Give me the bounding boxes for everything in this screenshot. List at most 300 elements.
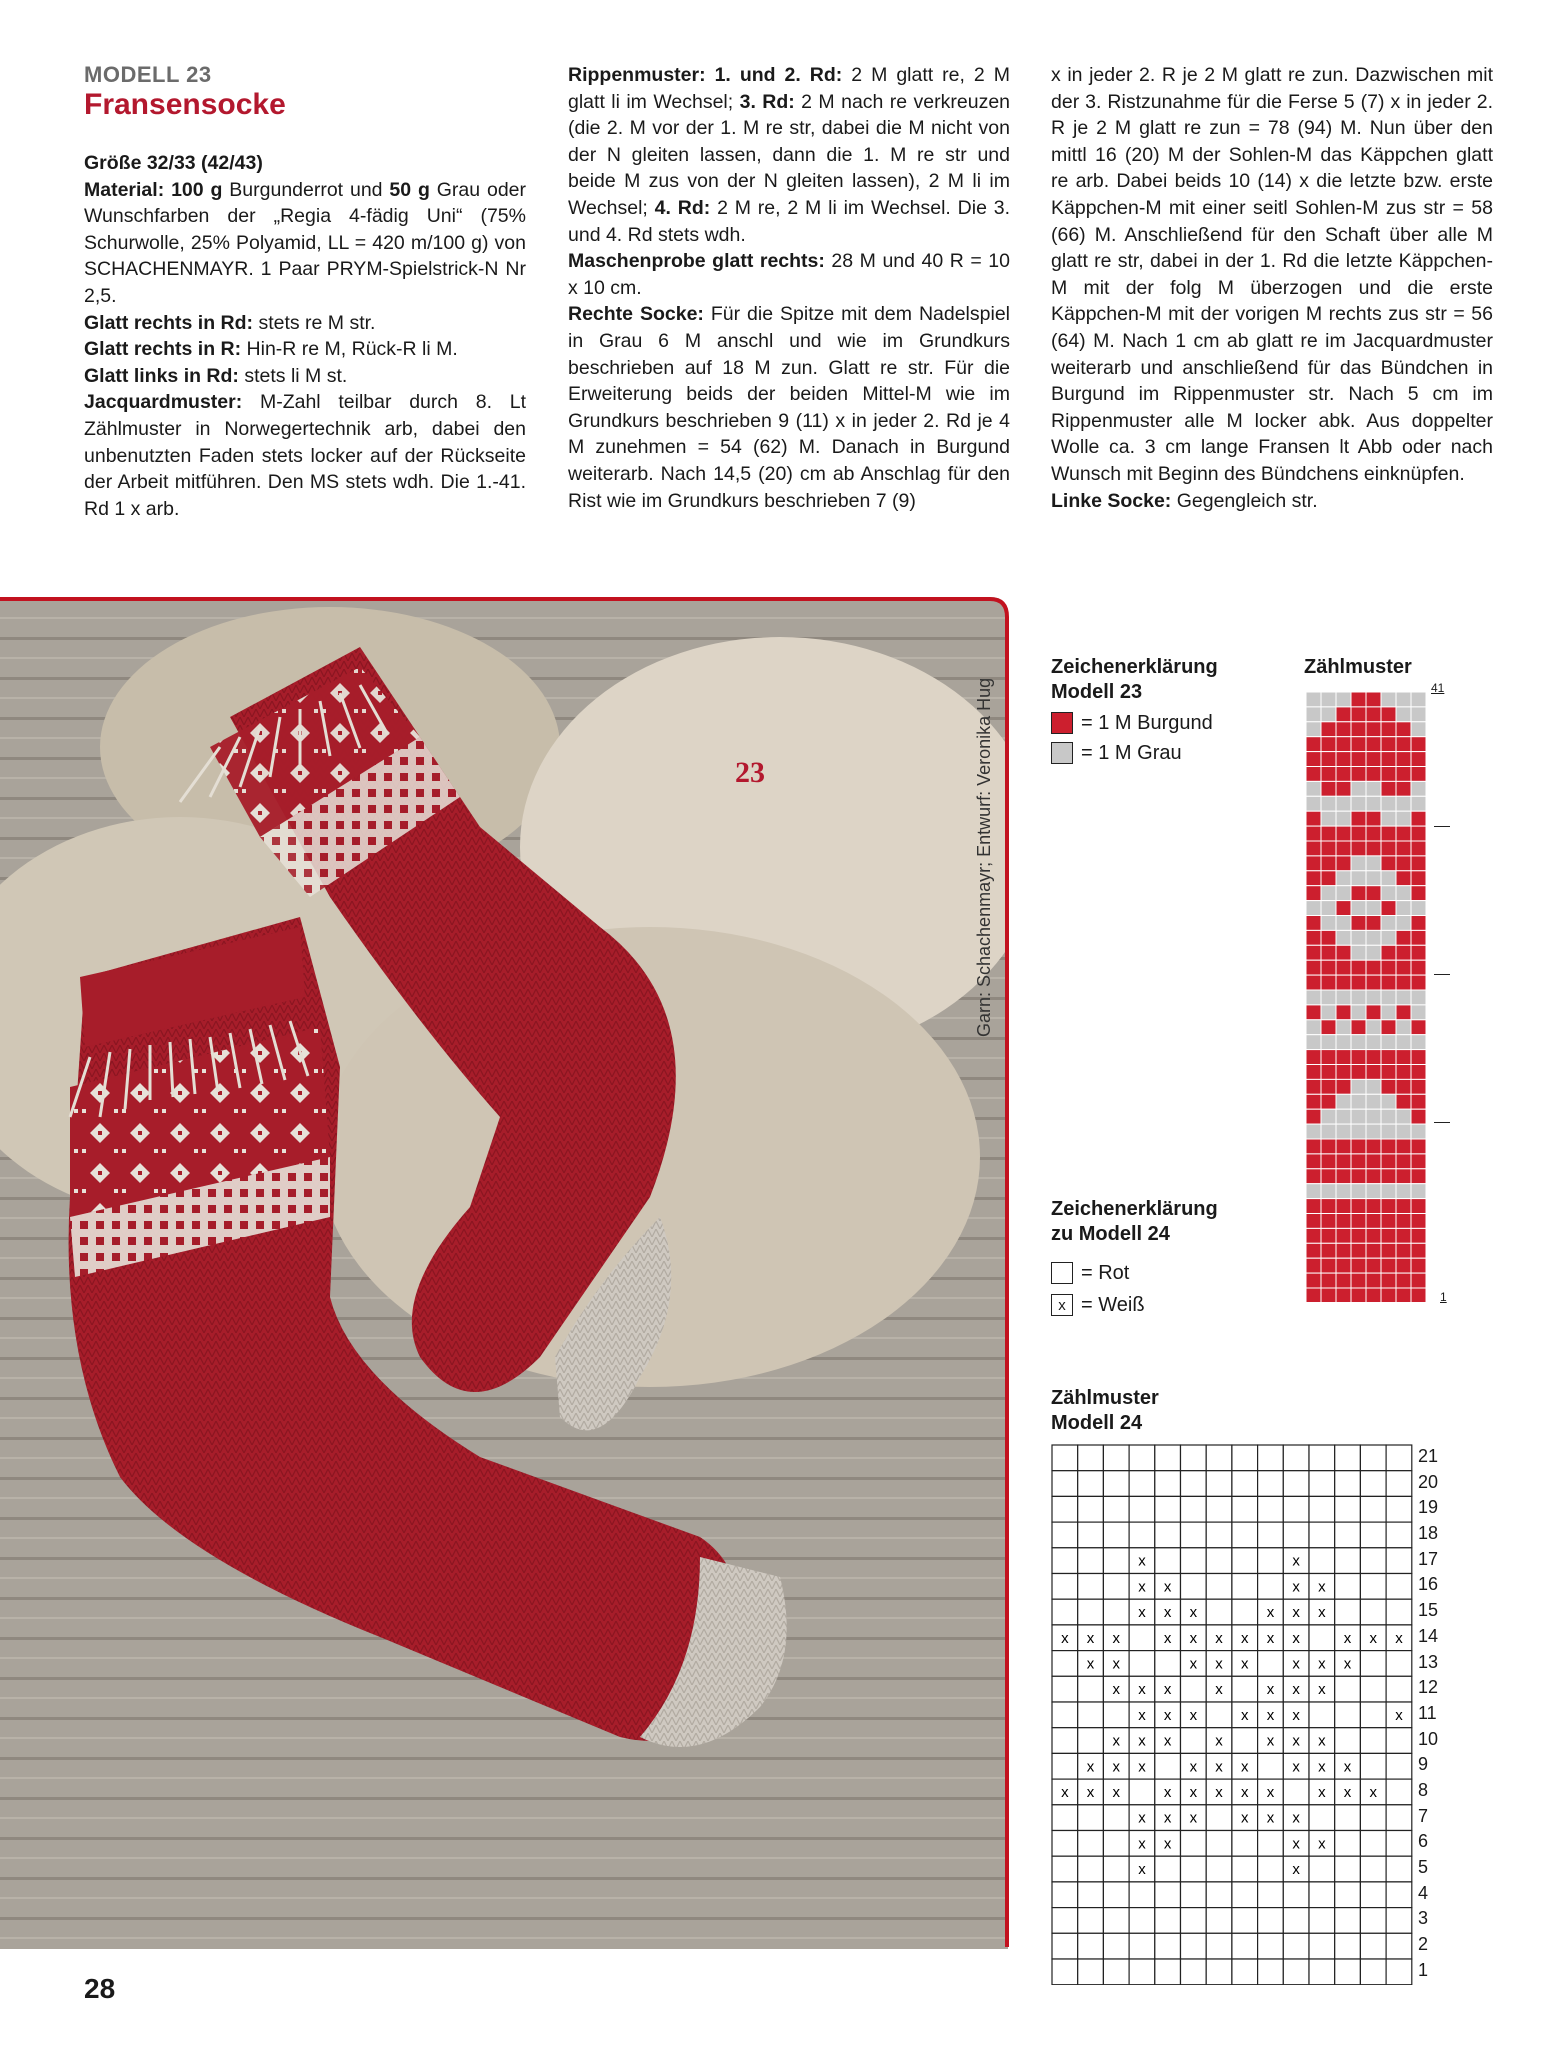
chart24-row-number: 1 bbox=[1418, 1959, 1429, 1980]
chart24-x-mark: x bbox=[1292, 1758, 1300, 1776]
chart24-x-mark: x bbox=[1138, 1809, 1146, 1827]
chart23-cell bbox=[1396, 856, 1411, 871]
chart24-row-number: 20 bbox=[1418, 1471, 1439, 1492]
chart23-cell bbox=[1321, 1065, 1336, 1080]
chart24-cell bbox=[1386, 1599, 1412, 1625]
chart23-cell bbox=[1351, 975, 1366, 990]
chart23-cell bbox=[1366, 1065, 1381, 1080]
model-label: MODELL 23 bbox=[84, 62, 212, 87]
chart24-cell bbox=[1360, 1805, 1386, 1831]
chart23-cell bbox=[1366, 856, 1381, 871]
maschenprobe-paragraph: Maschenprobe glatt rechts: 28 M und 40 R = 10 x 10 cm. bbox=[568, 250, 1010, 299]
material-paragraph: Material: 100 g Burgunderrot und 50 g Grau oder Wunschfarben der „Regia 4-fädig Uni“ (75% Schurwolle, 25% Polyamid, LL = 420 m/100 g) von SCHACHENMAYR. 1 Paar PRYM-Spielstrick-N Nr 2,5. bbox=[84, 178, 527, 307]
chart23-cell bbox=[1306, 990, 1321, 1005]
chart24-row-number: 10 bbox=[1418, 1728, 1439, 1749]
chart24-cell bbox=[1309, 1625, 1335, 1651]
chart23-cell bbox=[1351, 990, 1366, 1005]
chart23-tick bbox=[1434, 974, 1450, 975]
chart23-cell bbox=[1411, 1288, 1426, 1302]
chart24-cell bbox=[1309, 1548, 1335, 1574]
chart23-cell bbox=[1321, 692, 1336, 707]
chart23-cell bbox=[1306, 1214, 1321, 1229]
chart23-cell bbox=[1411, 886, 1426, 901]
chart24-cell bbox=[1155, 1856, 1181, 1882]
chart23-cell bbox=[1411, 752, 1426, 767]
chart23-cell bbox=[1396, 1243, 1411, 1258]
chart23-cell bbox=[1321, 960, 1336, 975]
chart23-cell bbox=[1321, 1228, 1336, 1243]
chart24-cell bbox=[1309, 1882, 1335, 1908]
chart24-cell bbox=[1360, 1676, 1386, 1702]
chart24-cell bbox=[1181, 1882, 1207, 1908]
chart23-cell bbox=[1366, 871, 1381, 886]
chart24-cell bbox=[1258, 1548, 1284, 1574]
chart23-cell bbox=[1381, 1035, 1396, 1050]
chart24-cell bbox=[1360, 1882, 1386, 1908]
chart24-cell bbox=[1129, 1933, 1155, 1959]
chart23-cell bbox=[1306, 811, 1321, 826]
chart23-cell bbox=[1336, 1184, 1351, 1199]
chart23-cell bbox=[1336, 1139, 1351, 1154]
chart24-cell bbox=[1258, 1651, 1284, 1677]
chart24-x-mark: x bbox=[1138, 1706, 1146, 1724]
chart24-x-mark: x bbox=[1112, 1629, 1120, 1647]
chart23-cell bbox=[1381, 707, 1396, 722]
chart24-cell bbox=[1129, 1882, 1155, 1908]
chart23-cell bbox=[1396, 1065, 1411, 1080]
rot-swatch bbox=[1051, 1262, 1073, 1284]
chart24-cell bbox=[1335, 1702, 1361, 1728]
chart23-cell bbox=[1321, 1050, 1336, 1065]
chart23-cell bbox=[1336, 707, 1351, 722]
chart23-cell bbox=[1366, 752, 1381, 767]
chart24-cell bbox=[1335, 1831, 1361, 1857]
chart24-cell bbox=[1052, 1548, 1078, 1574]
chart24-cell bbox=[1360, 1548, 1386, 1574]
chart24-cell bbox=[1335, 1471, 1361, 1497]
legend24-title: Zeichenerklärung zu Modell 24 bbox=[1051, 1198, 1218, 1245]
chart24-cell bbox=[1206, 1856, 1232, 1882]
chart24-x-mark: x bbox=[1318, 1835, 1326, 1853]
chart24-cell bbox=[1078, 1471, 1104, 1497]
chart24-cell bbox=[1052, 1471, 1078, 1497]
text-column-1 bbox=[84, 62, 526, 522]
chart23-cell bbox=[1366, 1109, 1381, 1124]
chart24-cell bbox=[1103, 1548, 1129, 1574]
chart23-cell bbox=[1396, 692, 1411, 707]
chart23-cell bbox=[1321, 1243, 1336, 1258]
chart24-cell bbox=[1206, 1959, 1232, 1985]
chart24-x-mark: x bbox=[1189, 1783, 1198, 1801]
chart23-cell bbox=[1381, 1020, 1396, 1035]
chart23-cell bbox=[1366, 960, 1381, 975]
chart23-cell bbox=[1351, 1228, 1366, 1243]
chart24-x-mark: x bbox=[1292, 1681, 1300, 1699]
chart24-cell bbox=[1078, 1445, 1104, 1471]
chart24-cell bbox=[1258, 1753, 1284, 1779]
chart24-x-mark: x bbox=[1266, 1732, 1275, 1750]
chart24-cell bbox=[1052, 1574, 1078, 1600]
rippen-paragraph: Rippenmuster: 1. und 2. Rd: 2 M glatt re, 2 M glatt li im Wechsel; 3. Rd: 2 M nach re verkreuzen (die 2. M vor der 1. M re str, dabei die M nicht von der N gleiten lassen, dann die 1. M re str und beide M zus von der N gleiten lassen), 2 M li im Wechsel; 4. Rd: 2 M re, 2 M li im Wechsel. Die 3. und 4. Rd stets wdh. bbox=[568, 64, 1011, 246]
chart23-cell bbox=[1366, 1214, 1381, 1229]
chart23-cell bbox=[1306, 871, 1321, 886]
chart24-x-mark: x bbox=[1189, 1655, 1198, 1673]
chart24-cell bbox=[1206, 1702, 1232, 1728]
chart23-cell bbox=[1396, 1154, 1411, 1169]
chart23-cell bbox=[1351, 826, 1366, 841]
chart24-x-mark: x bbox=[1343, 1758, 1352, 1776]
chart23-cell bbox=[1336, 871, 1351, 886]
chart23-cell bbox=[1396, 1169, 1411, 1184]
chart24-cell bbox=[1129, 1522, 1155, 1548]
chart23-cell bbox=[1396, 916, 1411, 931]
legend23-grau: = 1 M Grau bbox=[1051, 741, 1182, 765]
chart23-cell bbox=[1351, 1184, 1366, 1199]
chart23-cell bbox=[1306, 781, 1321, 796]
chart23-cell bbox=[1396, 1273, 1411, 1288]
chart24-cell bbox=[1386, 1676, 1412, 1702]
chart23-cell bbox=[1366, 930, 1381, 945]
chart24-x-mark: x bbox=[1163, 1706, 1172, 1724]
chart24-cell bbox=[1360, 1933, 1386, 1959]
chart23-cell bbox=[1351, 1139, 1366, 1154]
chart24-cell bbox=[1309, 1908, 1335, 1934]
chart24-cell bbox=[1181, 1445, 1207, 1471]
chart24-cell bbox=[1258, 1445, 1284, 1471]
chart24-cell bbox=[1258, 1933, 1284, 1959]
chart23-cell bbox=[1306, 1273, 1321, 1288]
chart24-cell bbox=[1386, 1548, 1412, 1574]
chart23-cell bbox=[1366, 1124, 1381, 1139]
chart24-cell bbox=[1232, 1496, 1258, 1522]
chart24-cell bbox=[1103, 1702, 1129, 1728]
chart24-cell bbox=[1129, 1651, 1155, 1677]
chart23-cell bbox=[1366, 781, 1381, 796]
chart24-cell bbox=[1232, 1908, 1258, 1934]
chart23-cell bbox=[1306, 945, 1321, 960]
chart23-cell bbox=[1396, 1005, 1411, 1020]
chart24-cell bbox=[1206, 1599, 1232, 1625]
chart23-cell bbox=[1351, 871, 1366, 886]
chart24-cell bbox=[1052, 1933, 1078, 1959]
chart23-cell bbox=[1321, 1258, 1336, 1273]
chart24-cell bbox=[1129, 1959, 1155, 1985]
chart24-x-mark: x bbox=[1215, 1681, 1223, 1699]
chart23-cell bbox=[1366, 975, 1381, 990]
chart23-cell bbox=[1306, 737, 1321, 752]
legend24-weiss: x = Weiß bbox=[1051, 1293, 1145, 1317]
chart24-cell bbox=[1335, 1805, 1361, 1831]
chart23-cell bbox=[1336, 767, 1351, 782]
chart24-x-mark: x bbox=[1241, 1809, 1249, 1827]
chart24-cell bbox=[1258, 1831, 1284, 1857]
chart23-cell bbox=[1336, 1109, 1351, 1124]
chart24-cell bbox=[1232, 1856, 1258, 1882]
chart23-cell bbox=[1411, 1094, 1426, 1109]
chart23-cell bbox=[1351, 796, 1366, 811]
chart24-cell bbox=[1181, 1728, 1207, 1754]
chart24-cell bbox=[1335, 1882, 1361, 1908]
chart23-cell bbox=[1306, 1243, 1321, 1258]
chart24-cell bbox=[1335, 1959, 1361, 1985]
chart23-cell bbox=[1351, 707, 1366, 722]
chart23-cell bbox=[1336, 722, 1351, 737]
chart23-cell bbox=[1351, 886, 1366, 901]
chart23-cell bbox=[1306, 1065, 1321, 1080]
chart24-x-mark: x bbox=[1138, 1835, 1146, 1853]
chart23-cell bbox=[1381, 692, 1396, 707]
chart24-cell bbox=[1386, 1959, 1412, 1985]
chart24-cell bbox=[1078, 1496, 1104, 1522]
chart23-cell bbox=[1321, 916, 1336, 931]
chart23-cell bbox=[1306, 901, 1321, 916]
chart23-cell bbox=[1306, 692, 1321, 707]
chart24-x-mark: x bbox=[1292, 1809, 1300, 1827]
chart23-cell bbox=[1366, 1050, 1381, 1065]
chart24-x-mark: x bbox=[1215, 1732, 1223, 1750]
chart23-cell bbox=[1411, 826, 1426, 841]
chart23-cell bbox=[1396, 707, 1411, 722]
chart23-cell bbox=[1411, 990, 1426, 1005]
chart23-cell bbox=[1396, 737, 1411, 752]
chart23-cell bbox=[1411, 1050, 1426, 1065]
chart23-cell bbox=[1351, 1199, 1366, 1214]
chart24-cell bbox=[1283, 1522, 1309, 1548]
chart23-cell bbox=[1411, 1065, 1426, 1080]
chart24-x-mark: x bbox=[1241, 1629, 1249, 1647]
chart24-cell bbox=[1052, 1522, 1078, 1548]
chart24-x-mark: x bbox=[1138, 1578, 1146, 1596]
chart23-cell bbox=[1411, 767, 1426, 782]
chart24-x-mark: x bbox=[1163, 1604, 1172, 1622]
chart23-cell bbox=[1351, 781, 1366, 796]
chart23-cell bbox=[1381, 945, 1396, 960]
chart23-cell bbox=[1306, 1169, 1321, 1184]
chart24-cell bbox=[1283, 1471, 1309, 1497]
chart23-cell bbox=[1336, 1154, 1351, 1169]
chart24-x-mark: x bbox=[1241, 1706, 1249, 1724]
chart23-cell bbox=[1321, 752, 1336, 767]
chart24-cell bbox=[1103, 1959, 1129, 1985]
chart23-cell bbox=[1336, 1079, 1351, 1094]
chart24-x-mark: x bbox=[1138, 1732, 1146, 1750]
chart23-grid bbox=[1304, 690, 1428, 1302]
chart23-cell bbox=[1306, 1124, 1321, 1139]
chart23-cell bbox=[1381, 811, 1396, 826]
chart24-x-mark: x bbox=[1395, 1706, 1403, 1724]
chart23-cell bbox=[1321, 767, 1336, 782]
chart23-cell bbox=[1351, 1154, 1366, 1169]
chart24-cell bbox=[1386, 1805, 1412, 1831]
chart23-cell bbox=[1336, 901, 1351, 916]
chart23-cell bbox=[1396, 901, 1411, 916]
chart23-bottom-row-label: 1 bbox=[1440, 1290, 1447, 1304]
chart23-cell bbox=[1306, 1288, 1321, 1302]
chart24-cell bbox=[1309, 1522, 1335, 1548]
chart24-cell bbox=[1103, 1574, 1129, 1600]
chart24-cell bbox=[1283, 1959, 1309, 1985]
chart23-cell bbox=[1321, 1035, 1336, 1050]
chart24-x-mark: x bbox=[1292, 1629, 1300, 1647]
chart23-cell bbox=[1381, 1050, 1396, 1065]
chart24-cell bbox=[1386, 1522, 1412, 1548]
chart24-cell bbox=[1258, 1908, 1284, 1934]
chart23-cell bbox=[1306, 1035, 1321, 1050]
chart24-cell bbox=[1360, 1908, 1386, 1934]
chart24-cell bbox=[1078, 1728, 1104, 1754]
chart23-cell bbox=[1336, 1065, 1351, 1080]
chart24-x-mark: x bbox=[1112, 1783, 1120, 1801]
chart24-x-mark: x bbox=[1215, 1783, 1223, 1801]
chart24-cell bbox=[1206, 1574, 1232, 1600]
chart23-cell bbox=[1336, 826, 1351, 841]
chart23-cell bbox=[1306, 930, 1321, 945]
chart23-cell bbox=[1411, 796, 1426, 811]
chart23-cell bbox=[1351, 737, 1366, 752]
chart24-x-mark: x bbox=[1086, 1629, 1095, 1647]
chart23-cell bbox=[1306, 1094, 1321, 1109]
chart23-cell bbox=[1396, 871, 1411, 886]
chart24-cell bbox=[1258, 1959, 1284, 1985]
chart24-cell bbox=[1258, 1574, 1284, 1600]
chart23-cell bbox=[1396, 811, 1411, 826]
chart24-grid bbox=[1051, 1444, 1413, 1985]
model-title: Fransensocke bbox=[84, 88, 286, 121]
chart23-cell bbox=[1411, 930, 1426, 945]
glatt-rechts-r-paragraph: Glatt rechts in R: Hin-R re M, Rück-R li M. bbox=[84, 338, 458, 361]
chart23-cell bbox=[1306, 707, 1321, 722]
chart24-cell bbox=[1360, 1831, 1386, 1857]
chart23-cell bbox=[1306, 752, 1321, 767]
chart24-row-number: 9 bbox=[1418, 1754, 1429, 1775]
chart24-x-mark: x bbox=[1292, 1604, 1300, 1622]
chart23-cell bbox=[1366, 1020, 1381, 1035]
chart23-cell bbox=[1336, 796, 1351, 811]
text-column-2 bbox=[568, 62, 1010, 514]
chart24-x-mark: x bbox=[1343, 1629, 1352, 1647]
chart24-cell bbox=[1232, 1548, 1258, 1574]
chart24-cell bbox=[1232, 1933, 1258, 1959]
chart23-cell bbox=[1351, 930, 1366, 945]
chart24-cell bbox=[1386, 1574, 1412, 1600]
chart24-x-mark: x bbox=[1395, 1629, 1403, 1647]
chart23-cell bbox=[1321, 737, 1336, 752]
chart24-cell bbox=[1155, 1753, 1181, 1779]
chart23-cell bbox=[1366, 886, 1381, 901]
chart23-cell bbox=[1351, 1124, 1366, 1139]
chart24-cell bbox=[1181, 1933, 1207, 1959]
chart24-cell bbox=[1309, 1805, 1335, 1831]
chart23-tick bbox=[1434, 1122, 1450, 1123]
chart24-cell bbox=[1129, 1471, 1155, 1497]
chart23-cell bbox=[1396, 767, 1411, 782]
chart24-x-mark: x bbox=[1086, 1655, 1095, 1673]
chart24-cell bbox=[1309, 1702, 1335, 1728]
chart23-cell bbox=[1366, 767, 1381, 782]
chart24-cell bbox=[1258, 1882, 1284, 1908]
chart23-cell bbox=[1396, 1109, 1411, 1124]
chart24-cell bbox=[1335, 1599, 1361, 1625]
chart23-cell bbox=[1381, 856, 1396, 871]
chart23-cell bbox=[1336, 1094, 1351, 1109]
chart24-cell bbox=[1078, 1856, 1104, 1882]
chart24-cell bbox=[1206, 1805, 1232, 1831]
chart23-cell bbox=[1306, 1139, 1321, 1154]
chart23-cell bbox=[1336, 1228, 1351, 1243]
chart24-cell bbox=[1386, 1908, 1412, 1934]
chart24-cell bbox=[1232, 1728, 1258, 1754]
chart23-cell bbox=[1381, 1094, 1396, 1109]
chart23-cell bbox=[1366, 1094, 1381, 1109]
chart23-cell bbox=[1306, 1154, 1321, 1169]
chart24-cell bbox=[1181, 1908, 1207, 1934]
chart23-cell bbox=[1306, 975, 1321, 990]
chart24-cell bbox=[1052, 1496, 1078, 1522]
chart24-cell bbox=[1283, 1908, 1309, 1934]
chart24-x-mark: x bbox=[1163, 1732, 1172, 1750]
chart23-cell bbox=[1366, 707, 1381, 722]
chart23-cell bbox=[1411, 1109, 1426, 1124]
chart23-cell bbox=[1351, 1273, 1366, 1288]
chart23-cell bbox=[1306, 1199, 1321, 1214]
chart23-cell bbox=[1351, 752, 1366, 767]
chart24-cell bbox=[1052, 1959, 1078, 1985]
chart23-cell bbox=[1336, 1214, 1351, 1229]
chart24-x-mark: x bbox=[1163, 1578, 1172, 1596]
chart23-cell bbox=[1336, 737, 1351, 752]
chart24-cell bbox=[1052, 1882, 1078, 1908]
chart23-cell bbox=[1381, 722, 1396, 737]
chart23-cell bbox=[1411, 916, 1426, 931]
chart24-cell bbox=[1052, 1676, 1078, 1702]
chart23-cell bbox=[1321, 841, 1336, 856]
chart24-cell bbox=[1335, 1908, 1361, 1934]
chart23-cell bbox=[1336, 1050, 1351, 1065]
chart23-cell bbox=[1321, 975, 1336, 990]
chart24-cell bbox=[1258, 1522, 1284, 1548]
chart24-x-mark: x bbox=[1189, 1809, 1198, 1827]
chart24-cell bbox=[1052, 1702, 1078, 1728]
chart23-cell bbox=[1381, 1169, 1396, 1184]
chart24-x-mark: x bbox=[1266, 1809, 1275, 1827]
chart23-cell bbox=[1396, 1020, 1411, 1035]
sock-photo bbox=[0, 597, 1010, 1949]
chart24-cell bbox=[1129, 1779, 1155, 1805]
chart23-cell bbox=[1381, 796, 1396, 811]
chart23-cell bbox=[1351, 945, 1366, 960]
chart23-cell bbox=[1336, 886, 1351, 901]
chart23-cell bbox=[1381, 930, 1396, 945]
chart24-cell bbox=[1181, 1676, 1207, 1702]
chart24-x-mark: x bbox=[1112, 1655, 1120, 1673]
chart23-cell bbox=[1381, 990, 1396, 1005]
chart24-cell bbox=[1078, 1805, 1104, 1831]
chart24-cell bbox=[1360, 1471, 1386, 1497]
chart24-x-mark: x bbox=[1318, 1578, 1326, 1596]
chart24-x-mark: x bbox=[1112, 1681, 1120, 1699]
chart24-cell bbox=[1206, 1882, 1232, 1908]
chart23-cell bbox=[1411, 871, 1426, 886]
chart23-cell bbox=[1366, 1228, 1381, 1243]
chart24-cell bbox=[1360, 1856, 1386, 1882]
chart23-cell bbox=[1411, 1258, 1426, 1273]
photo-model-number: 23 bbox=[735, 756, 765, 789]
chart24-cell bbox=[1309, 1959, 1335, 1985]
chart23-cell bbox=[1411, 1184, 1426, 1199]
burgund-swatch bbox=[1051, 712, 1073, 734]
photo-credit: Garn: Schachenmayr; Entwurf: Veronika Hug bbox=[974, 677, 994, 1037]
chart23-cell bbox=[1411, 856, 1426, 871]
